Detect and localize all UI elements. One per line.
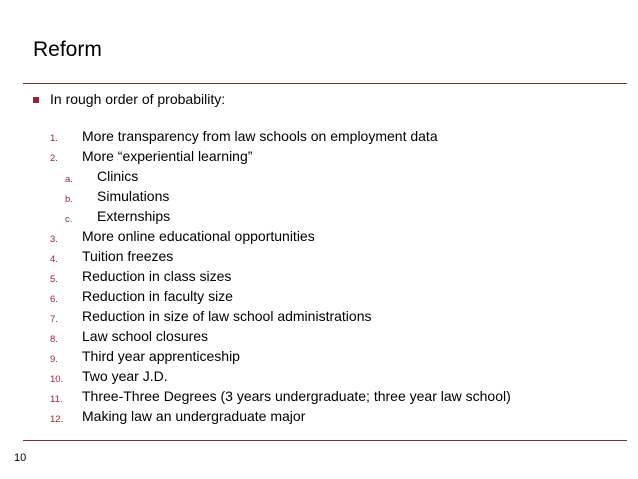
list-item-text: Third year apprenticeship [82, 348, 240, 364]
list-item-text: Reduction in class sizes [82, 268, 232, 284]
list-item-number: 3. [50, 234, 58, 245]
list-item-text: More transparency from law schools on employment data [82, 128, 438, 144]
list-item-text: Tuition freezes [82, 248, 174, 264]
intro-text: In rough order of probability: [50, 91, 226, 107]
list-item-text: More “experiential learning” [82, 148, 253, 164]
page-number: 10 [14, 452, 27, 464]
list-item-text: Making law an undergraduate major [82, 408, 306, 424]
slide-title: Reform [33, 38, 102, 61]
sub-list-item-text: Simulations [97, 188, 170, 204]
list-item-text: Reduction in size of law school administrations [82, 308, 372, 324]
list-item-number: 1. [50, 133, 58, 144]
list-item-number: 4. [50, 254, 58, 265]
list-item-number: 2. [50, 153, 58, 164]
title-divider [23, 83, 627, 84]
list-item-text: Reduction in faculty size [82, 288, 233, 304]
list-item-number: 9. [50, 354, 58, 365]
list-item-number: 12. [50, 414, 64, 425]
sub-list-item-text: Externships [97, 208, 171, 224]
list-item-text: Three-Three Degrees (3 years undergraduate; three year law school) [82, 388, 511, 404]
sub-list-item-letter: c. [65, 214, 73, 225]
sub-list-item-letter: b. [65, 194, 73, 205]
list-item-number: 11. [50, 394, 63, 405]
list-item-number: 6. [50, 294, 58, 305]
footer-divider [23, 440, 627, 441]
list-item-number: 8. [50, 334, 58, 345]
list-item-number: 7. [50, 314, 58, 325]
list-item-number: 5. [50, 274, 58, 285]
list-item-text: More online educational opportunities [82, 228, 315, 244]
list-item-text: Two year J.D. [82, 368, 168, 384]
list-item-text: Law school closures [82, 328, 209, 344]
sub-list-item-text: Clinics [97, 168, 139, 184]
sub-list-item-letter: a. [65, 174, 73, 185]
bullet-square-icon [33, 97, 39, 103]
list-item-number: 10. [50, 374, 64, 385]
